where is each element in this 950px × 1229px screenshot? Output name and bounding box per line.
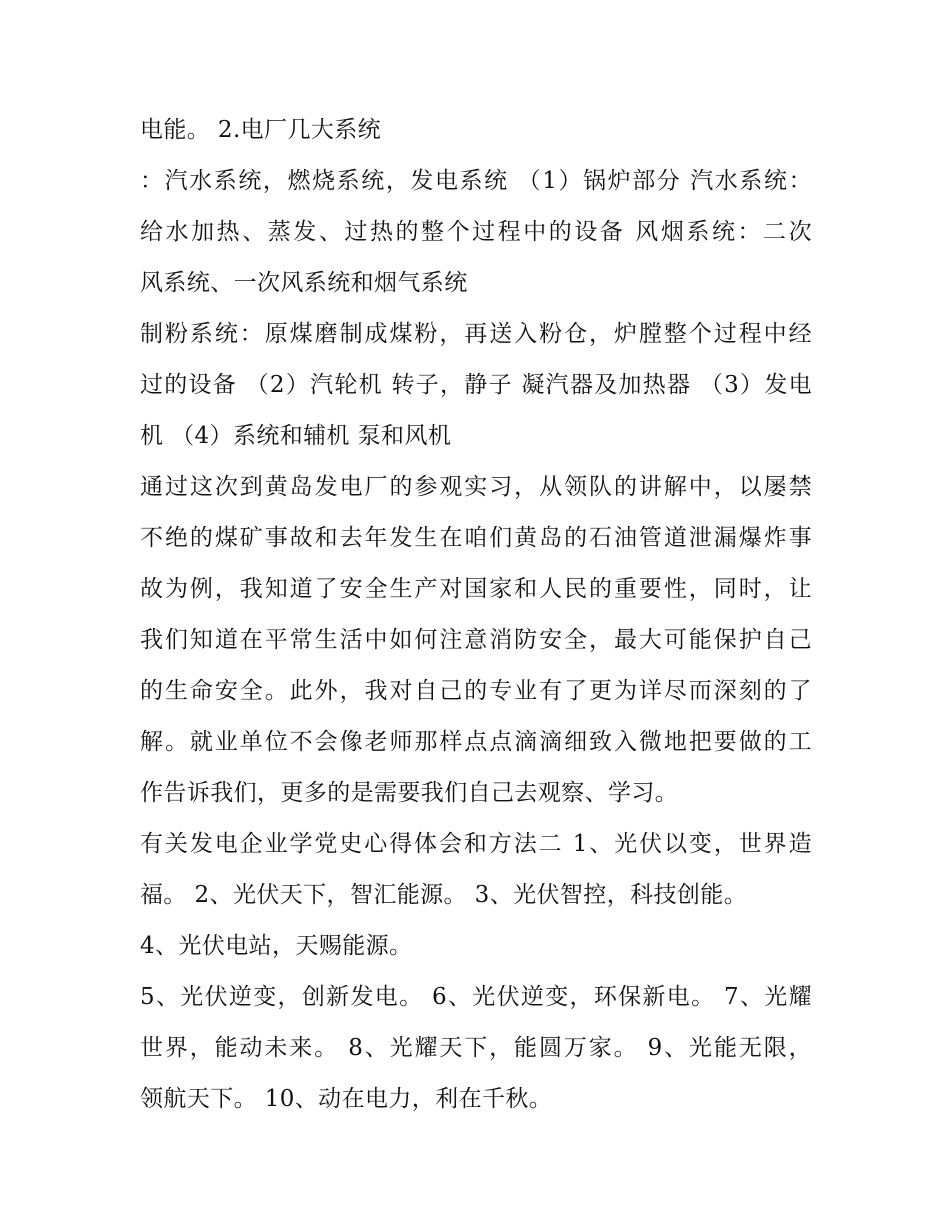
text-line-9: 不绝的煤矿事故和去年发生在咱们黄岛的石油管道泄漏爆炸事 [140, 525, 812, 551]
text-line-1: 电能。 2.电厂几大系统 [140, 117, 382, 143]
text-line-7: 机 （4）系统和辅机 泵和风机 [140, 423, 452, 449]
document-body [140, 108, 812, 1128]
text-line-12: 的生命安全。此外，我对自己的专业有了更为详尽而深刻的了 [140, 678, 812, 704]
text-line-20: 领航天下。 10、动在电力，利在千秋。 [140, 1086, 553, 1112]
text-line-10: 故为例，我知道了安全生产对国家和人民的重要性，同时，让 [140, 576, 812, 602]
text-line-19: 世界，能动未来。 8、光耀天下，能圆万家。 9、光能无限， [140, 1035, 812, 1061]
text-line-8: 通过这次到黄岛发电厂的参观实习，从领队的讲解中，以屡禁 [140, 474, 812, 500]
text-line-4: 风系统、一次风系统和烟气系统 [140, 270, 468, 296]
text-line-15: 有关发电企业学党史心得体会和方法二 1、光伏以变，世界造 [140, 831, 812, 857]
text-line-14: 作告诉我们，更多的是需要我们自己去观察、学习。 [140, 780, 679, 806]
text-line-6: 过的设备 （2）汽轮机 转子，静子 凝汽器及加热器 （3）发电 [140, 372, 812, 398]
text-line-3: 给水加热、蒸发、过热的整个过程中的设备 风烟系统：二次 [140, 219, 812, 245]
text-line-2: ：汽水系统，燃烧系统，发电系统 （1）锅炉部分 汽水系统： [140, 168, 812, 194]
text-line-18: 5、光伏逆变，创新发电。 6、光伏逆变，环保新电。 7、光耀 [140, 984, 812, 1010]
text-line-11: 我们知道在平常生活中如何注意消防安全，最大可能保护自己 [140, 627, 812, 653]
text-line-5: 制粉系统：原煤磨制成煤粉，再送入粉仓，炉膛整个过程中经 [140, 321, 812, 347]
text-line-13: 解。就业单位不会像老师那样点点滴滴细致入微地把要做的工 [140, 729, 812, 755]
text-line-16: 福。 2、光伏天下，智汇能源。 3、光伏智控，科技创能。 [140, 882, 748, 908]
text-line-17: 4、光伏电站，天赐能源。 [140, 933, 413, 959]
